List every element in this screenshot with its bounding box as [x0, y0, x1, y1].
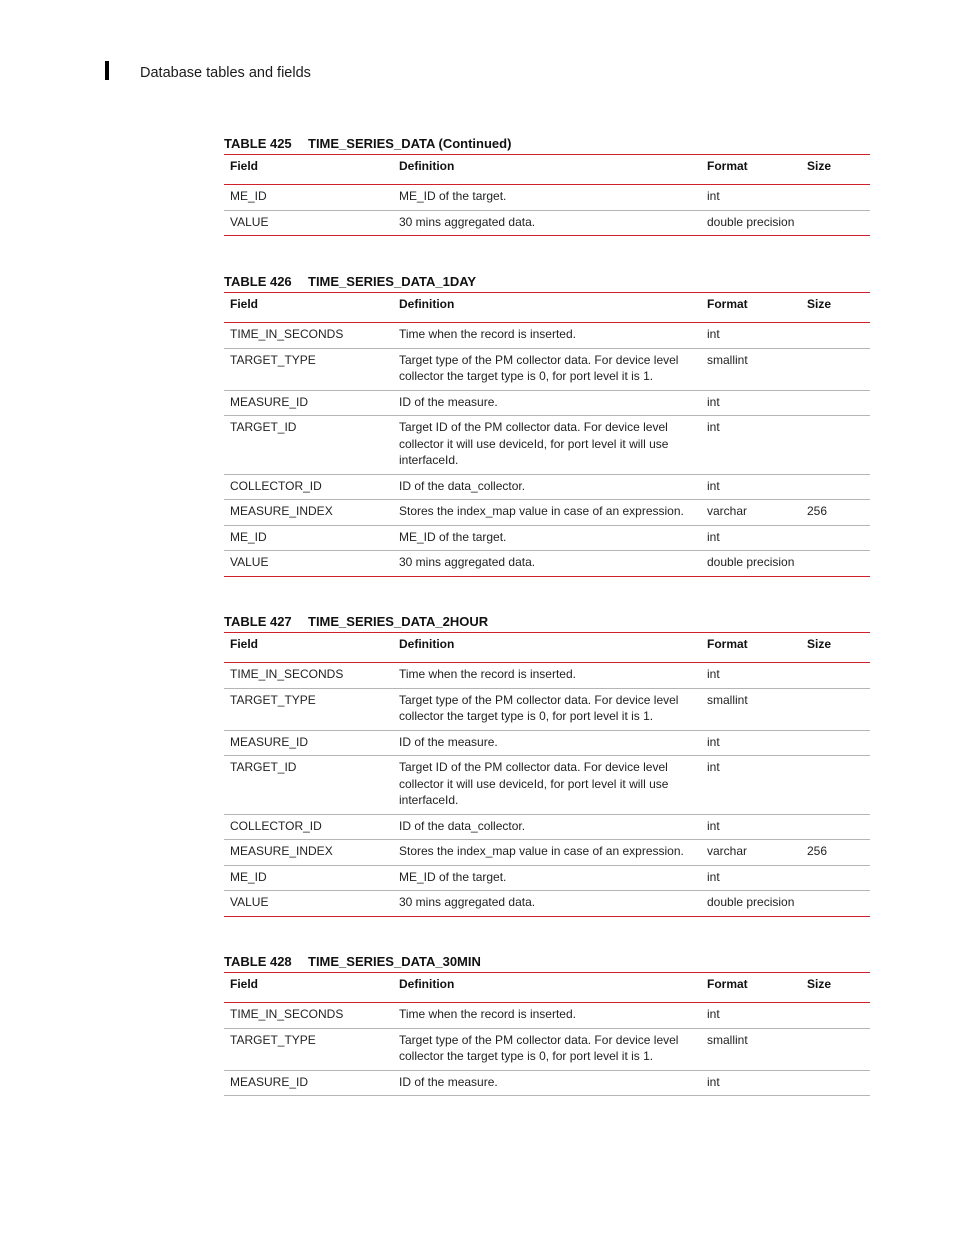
- definition-cell: ME_ID of the target.: [393, 865, 701, 891]
- field-cell: TARGET_TYPE: [224, 688, 393, 730]
- field-cell: MEASURE_ID: [224, 1070, 393, 1096]
- field-cell: ME_ID: [224, 185, 393, 211]
- table-row: [224, 390, 870, 416]
- field-cell: ME_ID: [224, 865, 393, 891]
- format-cell: int: [701, 663, 801, 689]
- field-cell: TIME_IN_SECONDS: [224, 323, 393, 349]
- field-cell: TARGET_TYPE: [224, 348, 393, 390]
- table-row: [224, 663, 870, 689]
- column-header: Field: [224, 293, 393, 323]
- column-header: Field: [224, 633, 393, 663]
- field-cell: ME_ID: [224, 525, 393, 551]
- table-number: TABLE 425: [224, 136, 292, 151]
- field-cell: MEASURE_INDEX: [224, 500, 393, 526]
- definition-cell: Target type of the PM collector data. For device level collector the target type is 0, for port level it is 1.: [393, 1028, 701, 1070]
- column-header: Format: [701, 973, 801, 1003]
- column-header: Definition: [393, 293, 701, 323]
- table-block: [224, 134, 870, 236]
- format-cell: int: [701, 474, 801, 500]
- field-cell: VALUE: [224, 210, 393, 236]
- field-cell: TARGET_ID: [224, 416, 393, 475]
- table-row: [224, 1003, 870, 1029]
- table-row: [224, 688, 870, 730]
- format-cell: int: [701, 185, 801, 211]
- running-header: Database tables and fields: [140, 65, 311, 81]
- table-header-row: [224, 633, 870, 663]
- size-cell: [801, 814, 870, 840]
- size-cell: [801, 730, 870, 756]
- field-cell: COLLECTOR_ID: [224, 474, 393, 500]
- size-cell: 256: [801, 500, 870, 526]
- column-header: Size: [801, 633, 870, 663]
- table-title: TIME_SERIES_DATA_30MIN: [308, 954, 481, 969]
- field-cell: TIME_IN_SECONDS: [224, 663, 393, 689]
- table-row: [224, 323, 870, 349]
- table-block: [224, 952, 870, 1096]
- definition-cell: 30 mins aggregated data.: [393, 210, 701, 236]
- table-header-row: [224, 155, 870, 185]
- column-header: Format: [701, 633, 801, 663]
- table-row: [224, 551, 870, 577]
- size-cell: [801, 323, 870, 349]
- table-block: [224, 272, 870, 577]
- size-cell: [801, 756, 870, 815]
- format-cell: smallint: [701, 1028, 801, 1070]
- format-cell: int: [701, 323, 801, 349]
- definition-cell: 30 mins aggregated data.: [393, 891, 701, 917]
- field-cell: MEASURE_INDEX: [224, 840, 393, 866]
- format-cell: int: [701, 1070, 801, 1096]
- table-row: [224, 185, 870, 211]
- table-row: [224, 840, 870, 866]
- definition-cell: Time when the record is inserted.: [393, 663, 701, 689]
- field-cell: MEASURE_ID: [224, 730, 393, 756]
- size-cell: [801, 551, 870, 577]
- format-cell: int: [701, 416, 801, 475]
- column-header: Field: [224, 155, 393, 185]
- data-table: [224, 154, 870, 236]
- column-header: Field: [224, 973, 393, 1003]
- definition-cell: Time when the record is inserted.: [393, 323, 701, 349]
- table-number: TABLE 427: [224, 614, 292, 629]
- column-header: Size: [801, 293, 870, 323]
- table-row: [224, 891, 870, 917]
- format-cell: double precision: [701, 210, 801, 236]
- table-title: TIME_SERIES_DATA_2HOUR: [308, 614, 489, 629]
- definition-cell: Target ID of the PM collector data. For device level collector it will use deviceId, for port level it will use interfaceId.: [393, 416, 701, 475]
- table-title: TIME_SERIES_DATA (Continued): [308, 136, 512, 151]
- column-header: Size: [801, 155, 870, 185]
- size-cell: [801, 210, 870, 236]
- definition-cell: ID of the measure.: [393, 390, 701, 416]
- table-number: TABLE 428: [224, 954, 292, 969]
- data-table: [224, 972, 870, 1096]
- format-cell: varchar: [701, 840, 801, 866]
- table-number: TABLE 426: [224, 274, 292, 289]
- format-cell: int: [701, 730, 801, 756]
- definition-cell: 30 mins aggregated data.: [393, 551, 701, 577]
- change-bar: [105, 61, 109, 80]
- definition-cell: ID of the data_collector.: [393, 474, 701, 500]
- table-row: [224, 474, 870, 500]
- size-cell: [801, 390, 870, 416]
- column-header: Definition: [393, 633, 701, 663]
- field-cell: TARGET_TYPE: [224, 1028, 393, 1070]
- table-row: [224, 756, 870, 815]
- format-cell: double precision: [701, 891, 801, 917]
- format-cell: int: [701, 1003, 801, 1029]
- size-cell: [801, 474, 870, 500]
- definition-cell: Target type of the PM collector data. For device level collector the target type is 0, for port level it is 1.: [393, 688, 701, 730]
- table-caption: [224, 134, 870, 154]
- definition-cell: Target type of the PM collector data. For device level collector the target type is 0, for port level it is 1.: [393, 348, 701, 390]
- format-cell: varchar: [701, 500, 801, 526]
- data-table: [224, 632, 870, 917]
- size-cell: [801, 416, 870, 475]
- format-cell: int: [701, 814, 801, 840]
- table-block: [224, 612, 870, 917]
- size-cell: [801, 688, 870, 730]
- table-caption: [224, 612, 870, 632]
- column-header: Definition: [393, 973, 701, 1003]
- format-cell: smallint: [701, 688, 801, 730]
- table-row: [224, 1070, 870, 1096]
- table-row: [224, 814, 870, 840]
- format-cell: int: [701, 390, 801, 416]
- table-header-row: [224, 293, 870, 323]
- table-row: [224, 500, 870, 526]
- size-cell: [801, 185, 870, 211]
- format-cell: int: [701, 865, 801, 891]
- table-caption: [224, 272, 870, 292]
- table-row: [224, 525, 870, 551]
- column-header: Format: [701, 293, 801, 323]
- size-cell: [801, 1070, 870, 1096]
- size-cell: [801, 1028, 870, 1070]
- field-cell: MEASURE_ID: [224, 390, 393, 416]
- size-cell: [801, 663, 870, 689]
- format-cell: int: [701, 525, 801, 551]
- field-cell: TIME_IN_SECONDS: [224, 1003, 393, 1029]
- format-cell: int: [701, 756, 801, 815]
- size-cell: [801, 525, 870, 551]
- field-cell: TARGET_ID: [224, 756, 393, 815]
- size-cell: [801, 1003, 870, 1029]
- definition-cell: ID of the measure.: [393, 730, 701, 756]
- definition-cell: ID of the measure.: [393, 1070, 701, 1096]
- table-caption: [224, 952, 870, 972]
- definition-cell: Time when the record is inserted.: [393, 1003, 701, 1029]
- table-title: TIME_SERIES_DATA_1DAY: [308, 274, 477, 289]
- table-row: [224, 1028, 870, 1070]
- definition-cell: ME_ID of the target.: [393, 525, 701, 551]
- data-table: [224, 292, 870, 577]
- column-header: Format: [701, 155, 801, 185]
- definition-cell: Target ID of the PM collector data. For device level collector it will use deviceId, for port level it will use interfaceId.: [393, 756, 701, 815]
- field-cell: VALUE: [224, 891, 393, 917]
- column-header: Definition: [393, 155, 701, 185]
- size-cell: [801, 891, 870, 917]
- definition-cell: ME_ID of the target.: [393, 185, 701, 211]
- definition-cell: Stores the index_map value in case of an expression.: [393, 500, 701, 526]
- table-row: [224, 348, 870, 390]
- definition-cell: Stores the index_map value in case of an expression.: [393, 840, 701, 866]
- size-cell: 256: [801, 840, 870, 866]
- column-header: Size: [801, 973, 870, 1003]
- field-cell: COLLECTOR_ID: [224, 814, 393, 840]
- format-cell: smallint: [701, 348, 801, 390]
- size-cell: [801, 348, 870, 390]
- table-row: [224, 865, 870, 891]
- format-cell: double precision: [701, 551, 801, 577]
- table-row: [224, 210, 870, 236]
- table-row: [224, 730, 870, 756]
- definition-cell: ID of the data_collector.: [393, 814, 701, 840]
- field-cell: VALUE: [224, 551, 393, 577]
- table-header-row: [224, 973, 870, 1003]
- table-row: [224, 416, 870, 475]
- size-cell: [801, 865, 870, 891]
